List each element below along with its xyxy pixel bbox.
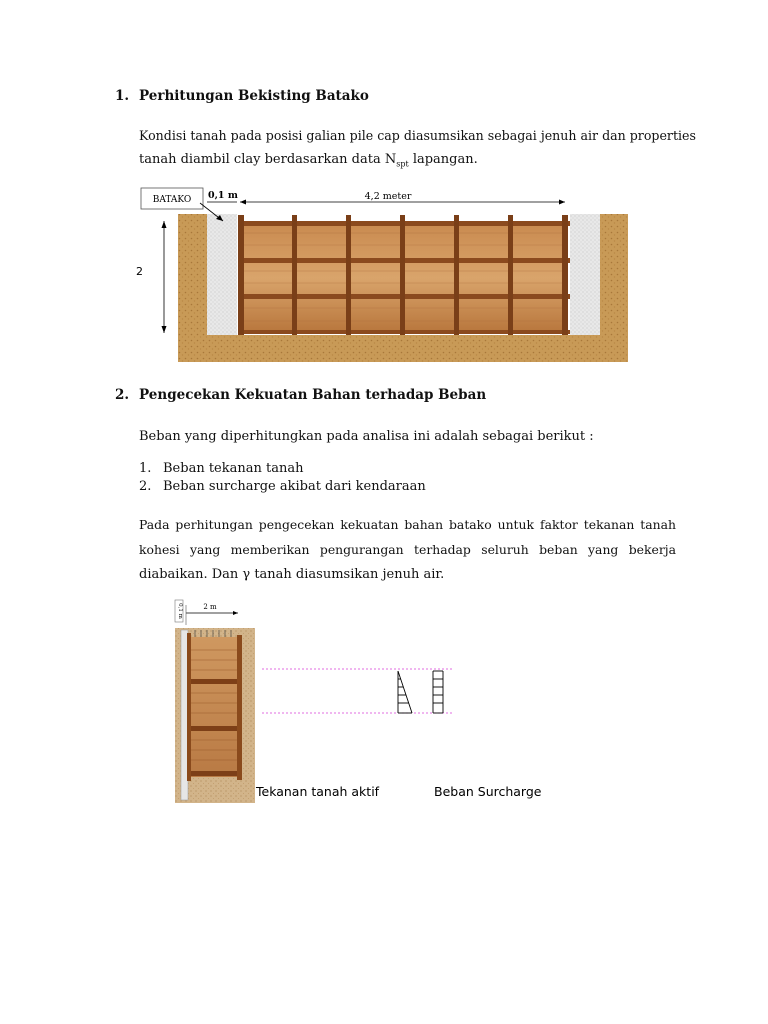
section1-heading xyxy=(115,88,369,104)
thickness-dim-label: 0,1 m xyxy=(208,190,238,201)
active-pressure-label: Tekanan tanah aktif xyxy=(256,784,380,799)
list-item: 2. Beban surcharge akibat dari kendaraan xyxy=(139,479,426,494)
batako-wall-right xyxy=(570,214,600,335)
section1-para-line2: tanah diambil clay berdasarkan data $N_{spt}$ lapangan. xyxy=(139,152,478,169)
soil-bottom xyxy=(178,335,628,362)
section2-heading xyxy=(115,387,487,403)
section1-title: Perhitungan Bekisting Batako xyxy=(139,88,369,104)
surcharge-diagram xyxy=(433,671,443,713)
batako-wall-left xyxy=(207,214,237,335)
section1-paragraph xyxy=(139,124,696,177)
height-dim-label: 2 xyxy=(136,265,143,278)
section2-paragraph xyxy=(139,512,676,587)
batako-strip xyxy=(181,630,188,800)
section1-number: 1. xyxy=(115,88,130,104)
load-list xyxy=(139,460,426,496)
section2-title: Pengecekan Kekuatan Bahan terhadap Beban xyxy=(139,387,487,403)
section2-para-line3: diabaikan. Dan γ tanah diasumsikan jenuh air. xyxy=(139,567,445,582)
active-pressure-diagram xyxy=(398,671,412,713)
section1-para-line1: Kondisi tanah pada posisi galian pile cap diasumsikan sebagai jenuh air dan properties xyxy=(139,128,696,143)
width-dim-label: 4,2 meter xyxy=(364,191,412,202)
surcharge-label: Beban Surcharge xyxy=(434,784,542,799)
section2-para-line1: Pada perhitungan pengecekan kekuatan bahan batako untuk faktor tekanan tanah xyxy=(139,517,676,532)
section2-intro: Beban yang diperhitungkan pada analisa ini adalah sebagai berikut : xyxy=(139,429,594,444)
section2-para-line2: kohesi yang memberikan pengurangan terhadap seluruh beban yang bekerja xyxy=(139,542,676,557)
dim-label-top: 2 m xyxy=(203,603,217,611)
load-diagram-figure xyxy=(170,595,570,810)
batako-label: BATAKO xyxy=(152,195,192,205)
dim-label-left: 0,1 m xyxy=(177,603,183,619)
gamma-symbol: γ xyxy=(242,567,251,582)
section2-number: 2. xyxy=(115,387,130,403)
wood-side-formwork xyxy=(189,637,237,777)
list-item: 1. Beban tekanan tanah xyxy=(139,461,304,476)
excavation-cross-section-figure xyxy=(130,183,630,368)
